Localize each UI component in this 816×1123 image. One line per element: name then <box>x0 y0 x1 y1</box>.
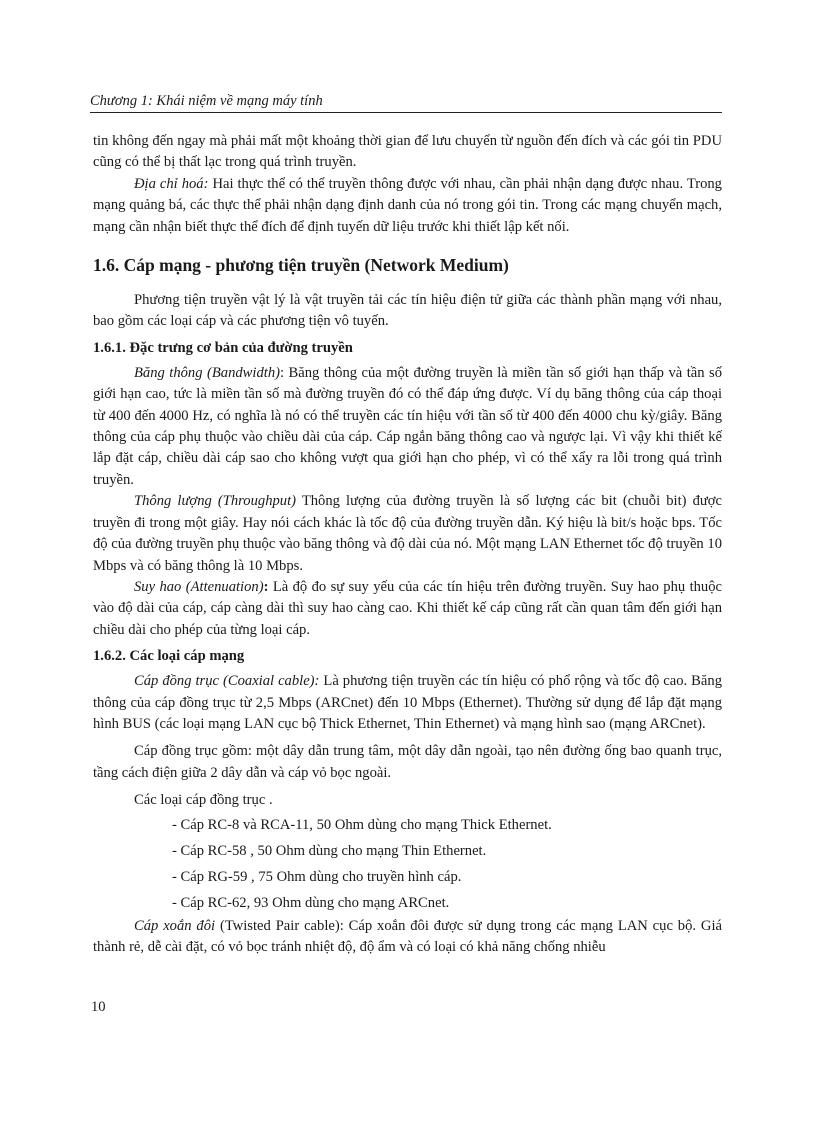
attenuation-colon: : <box>263 578 269 595</box>
bandwidth-paragraph <box>93 363 722 491</box>
addressing-text: Hai thực thể có thể truyền thông được với nhau, cần phải nhận dạng được nhau. Trong mạng quảng bá, các thực thể phải nhận dạng định danh của nó trong gói tin. Trong các mạng chuyển mạch, mạng cần nhận biết thực thể đích để định tuyến dữ liệu trước khi thiết lập kết nối. <box>93 175 722 235</box>
attenuation-text: Là độ đo sự suy yếu của các tín hiệu trên đường truyền. Suy hao phụ thuộc vào độ dài của cáp, cáp càng dài thì suy hao càng cao. Khi thiết kế cáp cũng rất cần quan tâm đến giới hạn chiều dài cho phép của từng loại cáp. <box>93 578 723 638</box>
section-1-6-heading: 1.6. Cáp mạng - phương tiện truyền (Network Medium) <box>93 255 509 276</box>
page-number: 10 <box>91 999 106 1015</box>
page-body <box>93 131 722 958</box>
attenuation-paragraph <box>93 577 722 641</box>
list-item: - Cáp RC-62, 93 Ohm dùng cho mạng ARCnet. <box>172 894 450 911</box>
list-item: - Cáp RC-58 , 50 Ohm dùng cho mạng Thin Ethernet. <box>172 842 487 859</box>
bandwidth-text: : Băng thông của một đường truyền là miền tần số giới hạn thấp và tần số giới hạn cao, tức là miền tần số mà đường truyền đó có thể đáp ứng được. Ví dụ băng thông của cáp thoại từ 400 đến 4000 Hz, có nghĩa là nó có thể truyền các tín hiệu với tần số từ 400 đến 4000 chu kỳ/giây. Băng thông của cáp phụ thuộc vào chiều dài của cáp. Cáp ngắn băng thông cao và ngược lại. Vì vậy khi thiết kế lắp đặt cáp, chiều dài cáp sao cho không vượt qua giới hạn cho phép, vì có thể xẩy ra lỗi trong quá trình truyền. <box>93 364 722 488</box>
bandwidth-term: Băng thông (Bandwidth) <box>134 364 280 381</box>
twisted-pair-text: : Cáp xoắn đôi được sử dụng trong các mạng LAN cục bộ. Giá thành rẻ, dễ cài đặt, có vỏ bọc tránh nhiệt độ, độ ẩm và có loại có khả năng chống nhiễu <box>93 917 722 955</box>
section-1-6-2-heading: 1.6.2. Các loại cáp mạng <box>93 648 245 665</box>
section-1-6-1-heading: 1.6.1. Đặc trưng cơ bản của đường truyền <box>93 339 353 356</box>
coaxial-term: Cáp đồng trục (Coaxial cable): <box>134 673 320 690</box>
throughput-text: Thông lượng của đường truyền là số lượng các bit (chuỗi bit) được truyền đi trong một giây. Hay nói cách khác là tốc độ của đường truyền dẫn. Ký hiệu là bit/s hoặc bps. Tốc độ của đường truyền phụ thuộc vào băng thông và độ dài của nó. Một mạng LAN Ethernet tốc độ truyền 10 Mbps và có băng thông là 10 Mbps. <box>93 493 722 574</box>
coaxial-types-list <box>93 812 722 916</box>
coaxial-types-intro: Các loại cáp đồng trục . <box>134 792 273 809</box>
twisted-pair-paragraph <box>93 916 722 959</box>
throughput-term: Thông lượng (Throughput) <box>134 493 296 510</box>
addressing-term: Địa chỉ hoá: <box>134 175 209 192</box>
twisted-pair-term: Cáp xoắn đôi <box>134 917 216 934</box>
attenuation-term: Suy hao (Attenuation) <box>134 578 264 595</box>
list-item: - Cáp RC-8 và RCA-11, 50 Ohm dùng cho mạng Thick Ethernet. <box>172 816 552 833</box>
coaxial-text: Là phương tiện truyền các tín hiệu có phổ rộng và tốc độ cao. Băng thông của cáp đồng trục từ 2,5 Mbps (ARCnet) đến 10 Mbps (Ethernet). Thường sử dụng để lắp đặt mạng hình BUS (các loại mạng LAN cục bộ Thick Ethernet, Thin Ethernet) và mạng hình sao (mạng ARCnet). <box>93 673 722 732</box>
throughput-paragraph <box>93 491 722 577</box>
chapter-title: Chương 1: Khái niệm về mạng máy tính <box>90 93 323 109</box>
page-header <box>90 93 722 113</box>
list-item: - Cáp RG-59 , 75 Ohm dùng cho truyền hình cáp. <box>172 868 462 885</box>
coaxial-paragraph <box>93 671 722 735</box>
coaxial-structure-paragraph: Cáp đồng trục gồm: một dây dẫn trung tâm, một dây dẫn ngoài, tạo nên đường ống bao quanh trục, tầng cách điện giữa 2 dây dẫn và cáp vỏ bọc ngoài. <box>93 743 722 781</box>
intro-paragraph-2 <box>93 174 722 238</box>
twisted-pair-paren: (Twisted Pair cable) <box>215 917 340 934</box>
intro-paragraph-1: tin không đến ngay mà phải mất một khoảng thời gian để lưu chuyển từ nguồn đến đích và các gói tin PDU cũng có thể bị thất lạc trong quá trình truyền. <box>93 133 722 171</box>
section-1-6-intro: Phương tiện truyền vật lý là vật truyền tải các tín hiệu điện tử giữa các thành phần mạng với nhau, bao gồm các loại cáp và các phương tiện vô tuyến. <box>93 292 722 330</box>
